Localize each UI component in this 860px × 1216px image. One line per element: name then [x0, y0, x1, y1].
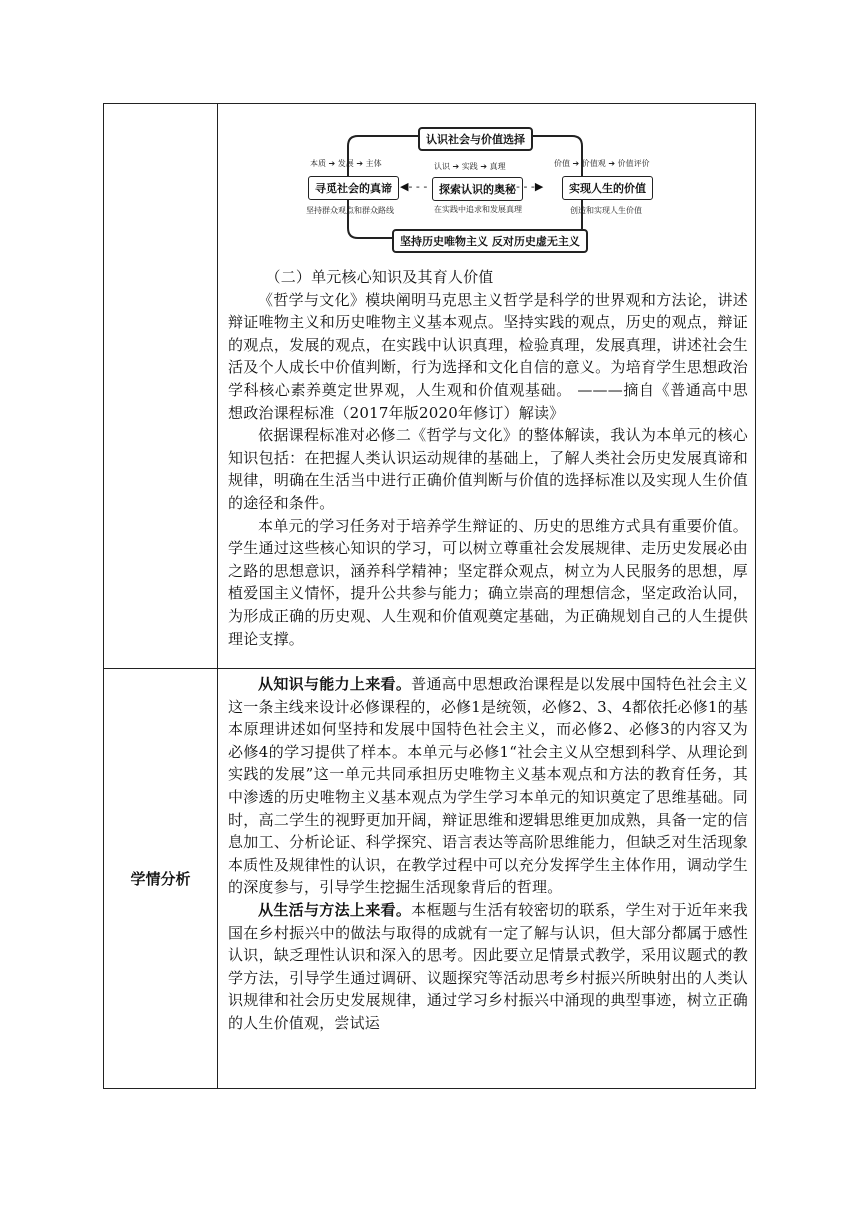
- left-caption: 坚持群众观点和群众路线: [306, 206, 394, 215]
- paragraph: 从知识与能力上来看。普通高中思想政治课程是以发展中国特色社会主义这一条主线来设计必修课程的，必修1是统领，必修2、3、4都依托必修1的基本原理讲述如何坚持和发展中国特色社会主义，而必修2、必修3的内容又为必修4的学习提供了样本。本单元与必修1“社会主义从空想到科学、从理论到实践的发展”这一单元共同承担历史唯物主义基本观点和方法的教育任务，其中渗透的历史唯物主义基本观点为学生学习本单元的知识奠定了思维基础。同时，高二学生的视野更加开阔，辩证思维和逻辑思维更加成熟，具备一定的信息加工、分析论证、科学探究、语言表达等高阶思维能力，但缺乏对生活现象本质性及规律性的认识，在教学过程中可以充分发挥学生主体作用，调动学生的深度参与，引导学生挖掘生活现象背后的哲理。: [228, 675, 748, 897]
- arrow-right-icon: - - -▶: [516, 180, 544, 193]
- paragraph: 依据课程标准对必修二《哲学与文化》的整体解读，我认为本单元的核心知识包括：在把握人类认识运动规律的基础上，了解人类社会历史发展真谛和规律，明确在生活当中进行正确价值判断与价值的选择标准以及实现人生价值的途径和条件。: [228, 426, 748, 512]
- left-chain: 本质 ➔ 发展 ➔ 主体: [310, 159, 382, 168]
- paragraph-lead: 从知识与能力上来看。: [258, 675, 412, 693]
- unit-concept-diagram: [300, 124, 650, 254]
- right-caption: 创造和实现人生价值: [570, 206, 642, 215]
- column-divider: [217, 104, 218, 1088]
- student-analysis-section: [228, 673, 748, 1035]
- box-right: 实现人生的价值: [562, 176, 653, 200]
- box-left: 寻觅社会的真谛: [308, 176, 399, 200]
- paragraph: 《哲学与文化》模块阐明马克思主义哲学是科学的世界观和方法论，讲述辩证唯物主义和历史唯物主义基本观点。坚持实践的观点，历史的观点，辩证的观点，发展的观点，在实践中认识真理，检验真理，发展真理，讲述社会生活及个人成长中价值判断，行为选择和文化自信的意义。为培育学生思想政治学科核心素养奠定世界观，人生观和价值观基础。 ———摘自《普通高中思想政治课程标准（2017年版2020年修订）解读》: [228, 290, 748, 422]
- top-banner: 认识社会与价值选择: [418, 127, 533, 151]
- arrow-left-icon: ◀- - -: [400, 180, 428, 193]
- paragraph: 本单元的学习任务对于培养学生辩证的、历史的思维方式具有重要价值。学生通过这些核心知识的学习，可以树立尊重社会发展规律、走历史发展必由之路的思想意识，涵养科学精神；坚定群众观点，树立为人民服务的思想，厚植爱国主义情怀，提升公共参与能力；确立崇高的理想信念，坚定政治认同，为形成正确的历史观、人生观和价值观奠定基础，为正确规划自己的人生提供理论支撑。: [228, 516, 748, 648]
- paragraph: 从生活与方法上来看。本框题与生活有较密切的联系，学生对于近年来我国在乡村振兴中的做法与取得的成就有一定了解与认识，但大部分都属于感性认识，缺乏理性认识和深入的思考。因此要立足情景式教学，采用议题式的教学方法，引导学生通过调研、议题探究等活动思考乡村振兴所映射出的人类认识规律和社会历史发展规律，通过学习乡村振兴中涌现的典型事迹，树立正确的人生价值观，尝试运: [228, 900, 748, 1032]
- bottom-banner: 坚持历史唯物主义 反对历史虚无主义: [392, 229, 588, 253]
- center-caption: 在实践中追求和发展真理: [434, 205, 522, 214]
- row-label-student-analysis: 学情分析: [130, 870, 191, 888]
- center-chain: 认识 ➔ 实践 ➔ 真理: [434, 162, 506, 171]
- paragraph-lead: 从生活与方法上来看。: [258, 900, 412, 919]
- core-knowledge-section: [228, 266, 748, 650]
- section-heading: （二）单元核心知识及其育人价值: [265, 268, 494, 286]
- box-center: 探索认识的奥秘: [432, 177, 523, 201]
- right-chain: 价值 ➔ 价值观 ➔ 价值评价: [554, 159, 650, 168]
